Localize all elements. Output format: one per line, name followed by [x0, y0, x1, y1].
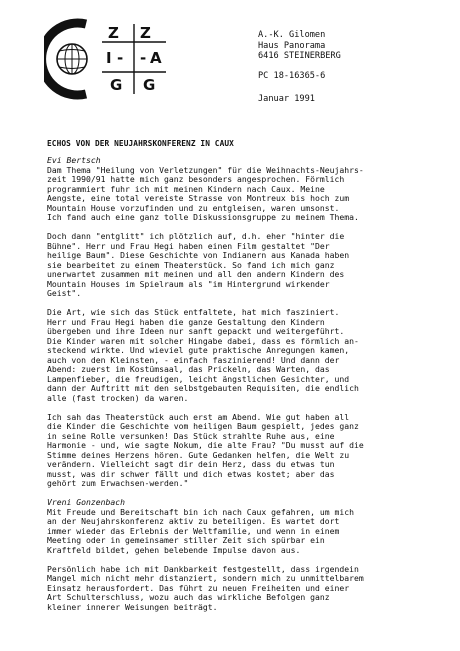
- logo-dash-2: -: [140, 49, 147, 67]
- logo-letter-z2: Z: [140, 24, 151, 42]
- logo-dash-1: -: [117, 49, 124, 67]
- document-title: ECHOS VON DER NEUJAHRSKONFERENZ IN CAUX: [47, 139, 234, 148]
- paragraph-5: Mit Freude und Bereitschaft bin ich nach Caux gefahren, um mich an der Neujahrskonferenz aktiv zu beteiligen. Es wartet dort immer wieder das Erlebnis der Weltfamilie, und wenn in einem Meeting oder in gemeinsamer stiller Zeit sich spürbar ein Kraftfeld bildet, gehen belebende Impulse davon aus.: [47, 506, 354, 555]
- paragraph-3: Die Art, wie sich das Stück entfaltete, hat mich fasziniert. Herr und Frau Hegi haben die ganze Gestaltung den Kindern übergeben und ihre Ideen nur sanft gepackt und weitergeführt. Die Kinder waren mit solcher Hingabe dabei, dass es förmlich an- steckend wirkte. Und wieviel gute praktische Anregungen kamen, auch von den Kleinsten, - einfach faszinierend! Und dann der Abend: zuerst im Kostümsaal, das Prickeln, das Warten, das Lampenfieber, die freudigen, leicht ängstlichen Gesichter, und dann der Auftritt mit den selbstgebauten Requisiten, die endlich alle (fast trocken) da waren.: [47, 307, 359, 403]
- paragraph-1: Dam Thema "Heilung von Verletzungen" für die Weihnachts-Neujahrs- zeit 1990/91 hatte mich ganz besonders angesprochen. Förmlich programmiert fuhr ich mit meinen Kindern nach Caux. Meine Aengste, eine total vereiste Strasse von Montreux bis hoch zum Mountain House vorzufinden und zu entgleisen, waren umsonst. Ich fand auch eine ganz tolle Diskussionsgruppe zu meinem Thema.: [47, 164, 364, 222]
- globe-icon: [57, 44, 87, 74]
- letter-date: Januar 1991: [258, 94, 315, 104]
- sender-name: A.-K. Gilomen: [258, 30, 326, 40]
- sender-address: [258, 30, 341, 62]
- sender-town: 6416 STEINERBERG: [258, 51, 341, 62]
- logo-letter-g2: G: [143, 76, 156, 94]
- logo-letter-a: A: [150, 49, 162, 67]
- sender-house: Haus Panorama: [258, 40, 326, 51]
- logo-letter-i: I: [106, 49, 112, 67]
- zig-zag-logo: [44, 18, 170, 100]
- postal-account: PC 18-16365-6: [258, 71, 326, 81]
- logo-letter-z1: Z: [108, 24, 119, 42]
- logo-graphic: [44, 18, 170, 100]
- section-author-2: Vreni Gonzenbach: [47, 497, 125, 507]
- document-body: [47, 156, 439, 622]
- section-author-1: Evi Bertsch: [47, 155, 101, 165]
- paragraph-4: Ich sah das Theaterstück auch erst am Abend. Wie gut haben all die Kinder die Geschichte vom heiligen Baum gespielt, jedes ganz in seine Rolle versunken! Das Stück strahlte Ruhe aus, eine Harmonie - und, wie sagte Nokum, die alte Frau? "Du musst auf die Stimme deines Herzens hören. Gute Gedanken helfen, die Welt zu verändern. Vielleicht sagt dir dein Herz, dass du etwas tun musst, was dir schwer fällt und dich etwas kostet; aber das gehört zum Erwachsen-werden.": [47, 411, 364, 488]
- paragraph-2: Doch dann "entglitt" ich plötzlich auf, d.h. eher "hinter die Bühne". Herr und Frau Hegi haben einen Film gestaltet "Der heilige Baum". Diese Geschichte von Indianern aus Kanada haben sie bearbeitet zu einem Theaterstück. So fand ich mich ganz unerwartet zusammen mit meinen und all den andern Kindern des Mountain Houses im Spielraum als "im Hintergrund wirkender Geist".: [47, 231, 350, 298]
- paragraph-6: Persönlich habe ich mit Dankbarkeit festgestellt, dass irgendein Mangel mich nicht mehr distanziert, sondern mich zu unmittelbarem Einsatz herausfordert. Das führt zu neuen Freiheiten und einer Art Schulterschluss, wozu auch das wirkliche Befolgen ganz kleiner innerer Weisungen beiträgt.: [47, 563, 364, 612]
- logo-letter-g1: G: [110, 76, 123, 94]
